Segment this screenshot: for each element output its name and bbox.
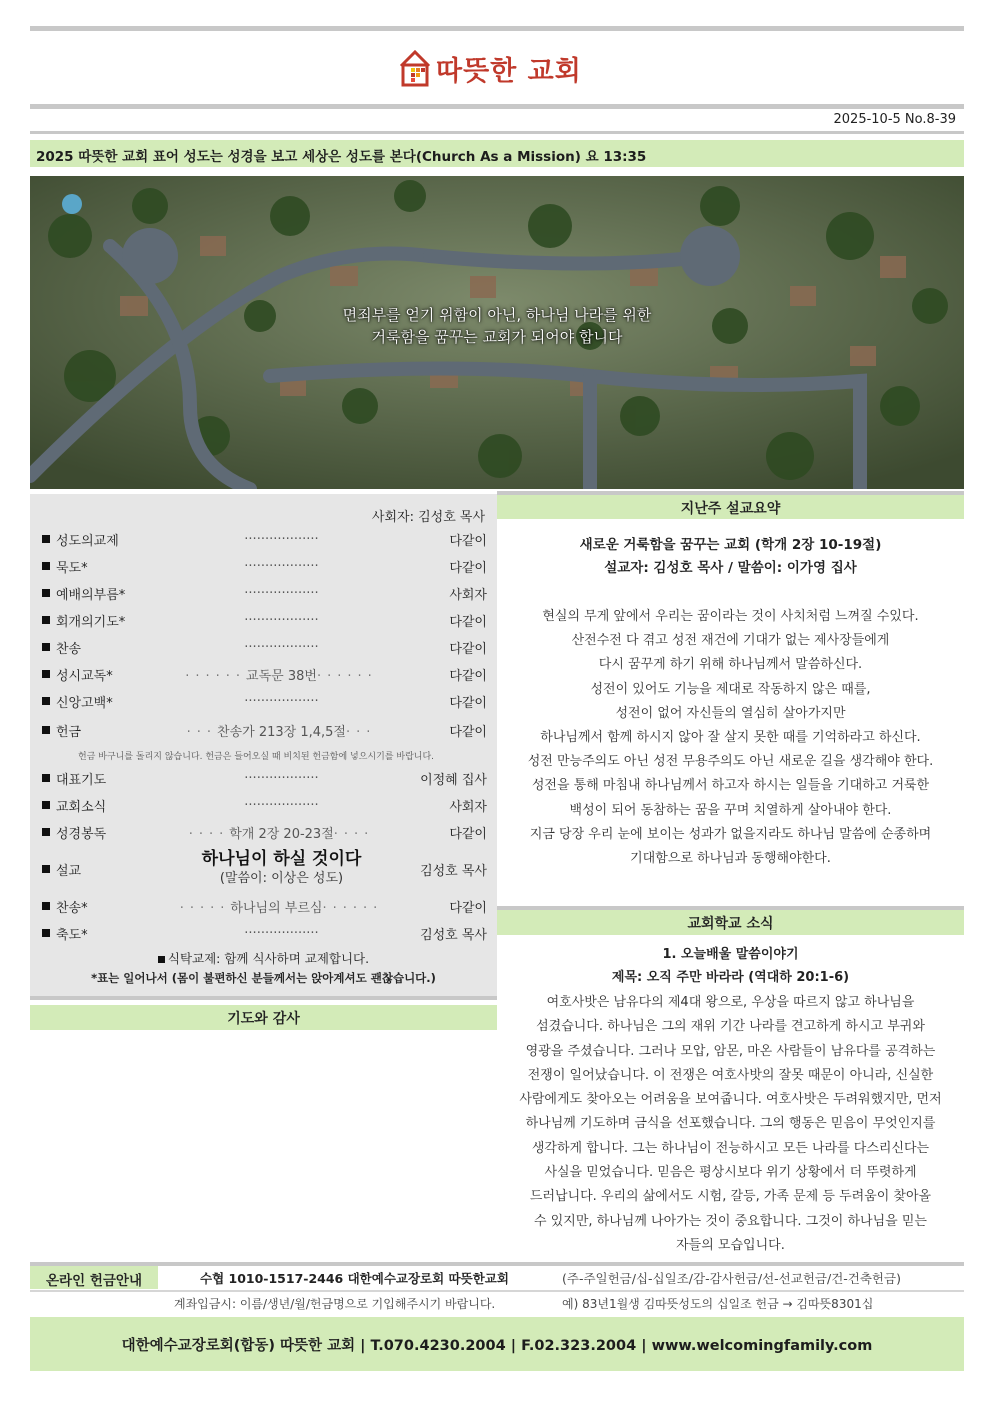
leader-dots: ·················· xyxy=(244,693,319,709)
school-line: 사람에게도 찾아오는 어려움을 보여줍니다. 여호사밧은 두려워했지만, 먼저 xyxy=(519,1092,942,1108)
church-name: 따뜻한 교회 xyxy=(436,55,582,87)
order-item-name: 예배의부름* xyxy=(56,587,126,603)
order-item-name: 찬송 xyxy=(56,641,82,657)
summary-line: 하나님께서 함께 하시지 않아 잘 살지 못한 때를 기억하라고 하신다. xyxy=(540,730,921,746)
order-item-leader: 김성호 목사 xyxy=(420,927,487,943)
order-item xyxy=(42,794,487,816)
worship-order-panel xyxy=(30,494,497,1000)
leader-dots: ·················· xyxy=(244,612,319,628)
order-item-name: 축도* xyxy=(56,927,88,943)
leader-dots: ·················· xyxy=(244,585,319,601)
order-item xyxy=(42,609,487,631)
school-line: 자들의 모습입니다. xyxy=(676,1237,785,1253)
square-bullet-icon xyxy=(42,828,50,836)
giving-codes: (주-주일헌금/십-십일조/감-감사헌금/선-선교헌금/건-건축헌금) xyxy=(562,1271,901,1286)
square-bullet-icon xyxy=(42,670,50,678)
church-logo[interactable] xyxy=(398,44,582,92)
fellowship-note xyxy=(30,949,497,967)
order-item-leader: 다같이 xyxy=(449,641,487,657)
summary-line: 성전 만능주의도 아닌 성전 무용주의도 아닌 새로운 길을 생각해야 한다. xyxy=(527,754,934,770)
order-item-name: 설교 xyxy=(56,863,82,879)
giving-label: 온라인 헌금안내 xyxy=(30,1266,158,1289)
school-body xyxy=(503,991,958,1258)
order-item xyxy=(42,895,487,917)
summary-speaker: 설교자: 김성호 목사 / 말씀이: 이가영 집사 xyxy=(604,560,857,576)
summary-line: 산전수전 다 겪고 성전 재건에 기대가 없는 제사장들에게 xyxy=(571,633,890,649)
summary-sermon-title: 새로운 거룩함을 꿈꾸는 교회 (학개 2장 10-19절) xyxy=(579,537,882,553)
school-line: 하나님께 기도하며 금식을 선포했습니다. 그의 행동은 믿음이 무엇인지를 xyxy=(525,1116,936,1132)
summary-line: 성전을 통해 마침내 하나님께서 하고자 하시는 일들을 기대하고 거룩한 xyxy=(531,778,930,794)
leader-dots: ·················· xyxy=(244,925,319,941)
summary-line: 현실의 무게 앞에서 우리는 꿈이라는 것이 사치처럼 느껴질 수있다. xyxy=(542,609,919,624)
footer-contact[interactable]: 대한예수교장로회(합동) 따뜻한 교회 | T.070.4230.2004 | F.02.323.2004 | www.welcomingfamily.com xyxy=(30,1317,964,1371)
prayer-section-title: 기도와 감사 xyxy=(30,1005,497,1030)
issue-rule xyxy=(30,131,964,134)
order-item xyxy=(42,555,487,577)
order-item xyxy=(42,690,487,712)
square-bullet-icon xyxy=(42,726,50,734)
square-bullet-icon xyxy=(42,562,50,570)
order-item-detail: ······교독문 38번······ xyxy=(185,668,378,684)
school-line: 섬겼습니다. 하나님은 그의 재위 기간 나라를 견고하게 하시고 부귀와 xyxy=(536,1019,925,1035)
square-bullet-icon xyxy=(158,956,165,963)
order-item xyxy=(42,528,487,550)
giving-account[interactable]: 수협 1010-1517-2446 대한예수교장로회 따뜻한교회 xyxy=(200,1271,509,1286)
hero-caption-line-1: 면죄부를 얻기 위함이 아닌, 하나님 나라를 위한 xyxy=(342,306,652,324)
order-item-detail-text: 찬송가 213장 1,4,5절 xyxy=(217,724,346,740)
order-item-name: 신앙고백* xyxy=(56,695,113,711)
order-item-name: 성도의교제 xyxy=(56,533,119,549)
order-item-name: 성시교독* xyxy=(56,668,113,684)
order-item-detail-text: 교독문 38번 xyxy=(246,668,317,684)
order-item-name: 묵도* xyxy=(56,560,88,576)
summary-line: 기대함으로 하나님과 동행해야한다. xyxy=(630,851,831,867)
square-bullet-icon xyxy=(42,535,50,543)
square-bullet-icon xyxy=(42,801,50,809)
sermon-reader: (말씀이: 이상은 성도) xyxy=(219,871,344,886)
sermon-detail xyxy=(164,849,399,889)
sermon-summary-title: 지난주 설교요약 xyxy=(497,491,964,519)
leader-dots: ·················· xyxy=(244,797,319,813)
square-bullet-icon xyxy=(42,902,50,910)
order-item-detail: ···찬송가 213장 1,4,5절··· xyxy=(186,724,377,740)
square-bullet-icon xyxy=(42,774,50,782)
order-item-name: 교회소식 xyxy=(56,799,107,815)
presider: 사회자: 김성호 목사 xyxy=(371,510,485,525)
house-icon xyxy=(398,48,432,88)
giving-instructions: 계좌입금시: 이름/생년/월/헌금명으로 기입해주시기 바랍니다. xyxy=(174,1297,496,1311)
summary-line: 백성이 되어 동참하는 꿈을 꾸며 치열하게 살아내야 한다. xyxy=(569,802,892,818)
order-item-leader: 다같이 xyxy=(449,826,487,842)
order-item-leader: 다같이 xyxy=(449,695,487,711)
summary-line: 성전이 있어도 기능을 제대로 작동하지 않은 때를, xyxy=(590,681,871,697)
order-item-name: 찬송* xyxy=(56,900,88,916)
school-section-title: 교회학교 소식 xyxy=(497,906,964,935)
order-item xyxy=(42,719,487,741)
order-item-leader: 다같이 xyxy=(449,668,487,684)
order-item xyxy=(42,663,487,685)
order-item xyxy=(42,582,487,604)
order-item-name: 성경봉독 xyxy=(56,826,107,842)
order-item xyxy=(42,767,487,789)
school-item-title: 1. 오늘배울 말씀이야기 xyxy=(662,947,799,962)
order-item-leader: 이정혜 집사 xyxy=(420,772,487,788)
order-item-leader: 사회자 xyxy=(449,799,487,815)
giving-divider xyxy=(30,1290,964,1292)
order-item-leader: 다같이 xyxy=(449,533,487,549)
offering-note: 헌금 바구니를 돌리지 않습니다. 헌금은 들어오실 때 비치된 헌금함에 넣으시기를 바랍니다. xyxy=(78,752,435,762)
summary-body xyxy=(503,605,958,871)
year-theme: 2025 따뜻한 교회 표어 성도는 성경을 보고 세상은 성도를 본다(Church As a Mission) 요 13:35 xyxy=(30,140,964,167)
summary-line: 성전이 없어 자신들의 열심히 살아가지만 xyxy=(615,705,846,721)
summary-line: 다시 꿈꾸게 하기 위해 하나님께서 말씀하신다. xyxy=(598,657,863,673)
leader-dots: ·················· xyxy=(244,558,319,574)
order-item-detail-text: 하나님의 부르심 xyxy=(230,900,323,916)
school-subject: 제목: 오직 주만 바라라 (역대하 20:1-6) xyxy=(611,970,850,985)
school-line: 여호사밧은 남유다의 제4대 왕으로, 우상을 따르지 않고 하나님을 xyxy=(546,995,915,1010)
order-item-detail-text: 학개 2장 20-23절 xyxy=(229,826,334,842)
fellowship-note-text: 식탁교제: 함께 식사하며 교제합니다. xyxy=(167,951,370,966)
leader-dots: ·················· xyxy=(244,639,319,655)
order-item-leader: 다같이 xyxy=(449,900,487,916)
school-line: 수 있지만, 하나님께 나아가는 것이 중요합니다. 그것이 하나님을 믿는 xyxy=(534,1213,927,1229)
order-item-name: 회개의기도* xyxy=(56,614,126,630)
top-rule xyxy=(30,26,964,31)
order-item-leader: 다같이 xyxy=(449,614,487,630)
leader-dots: ·················· xyxy=(244,531,319,547)
square-bullet-icon xyxy=(42,643,50,651)
school-line: 사실을 믿었습니다. 믿음은 평상시보다 위기 상황에서 더 뚜렷하게 xyxy=(544,1165,917,1181)
stand-note: *표는 일어나서 (몸이 불편하신 분들께서는 앉아계셔도 괜찮습니다.) xyxy=(91,971,436,985)
square-bullet-icon xyxy=(42,865,50,873)
issue-number: 2025-10-5 No.8-39 xyxy=(833,112,956,127)
hero-caption xyxy=(30,304,964,348)
order-item-leader: 다같이 xyxy=(449,560,487,576)
school-line: 드러납니다. 우리의 삶에서도 시험, 갈등, 가족 문제 등 두려움이 찾아올 xyxy=(529,1189,932,1205)
order-item-name: 헌금 xyxy=(56,724,82,740)
square-bullet-icon xyxy=(42,616,50,624)
order-item-detail: ·····하나님의 부르심······ xyxy=(179,900,384,916)
order-item-leader: 김성호 목사 xyxy=(420,863,487,879)
order-item xyxy=(42,922,487,944)
order-item-sermon xyxy=(42,847,487,891)
hero-image xyxy=(30,176,964,489)
order-item-name: 대표기도 xyxy=(56,772,107,788)
square-bullet-icon xyxy=(42,929,50,937)
square-bullet-icon xyxy=(42,697,50,705)
school-line: 전쟁이 일어났습니다. 이 전쟁은 여호사밧의 잘못 때문이 아니라, 신실한 xyxy=(527,1067,934,1083)
square-bullet-icon xyxy=(42,589,50,597)
order-item-leader: 다같이 xyxy=(449,724,487,740)
summary-line: 지금 당장 우리 눈에 보이는 성과가 없을지라도 하나님 말씀에 순종하며 xyxy=(529,826,932,842)
giving-example: 예) 83년1월생 김따뜻성도의 십일조 헌금 → 김따뜻8301십 xyxy=(562,1297,874,1311)
school-line: 생각하게 합니다. 그는 하나님이 전능하시고 모든 나라를 다스리신다는 xyxy=(531,1140,930,1156)
order-item xyxy=(42,636,487,658)
giving-rule xyxy=(30,1262,964,1266)
hero-caption-line-2: 거룩함을 꿈꾸는 교회가 되어야 합니다 xyxy=(371,328,623,346)
order-item xyxy=(42,821,487,843)
leader-dots: ·················· xyxy=(244,770,319,786)
school-line: 영광을 주셨습니다. 그러나 모압, 암몬, 마온 사람들이 남유다를 공격하는 xyxy=(525,1043,936,1059)
order-item-leader: 사회자 xyxy=(449,587,487,603)
order-item-detail: ····학개 2장 20-23절···· xyxy=(188,826,375,842)
sermon-title: 하나님이 하실 것이다 xyxy=(201,849,362,869)
header-rule xyxy=(30,104,964,109)
